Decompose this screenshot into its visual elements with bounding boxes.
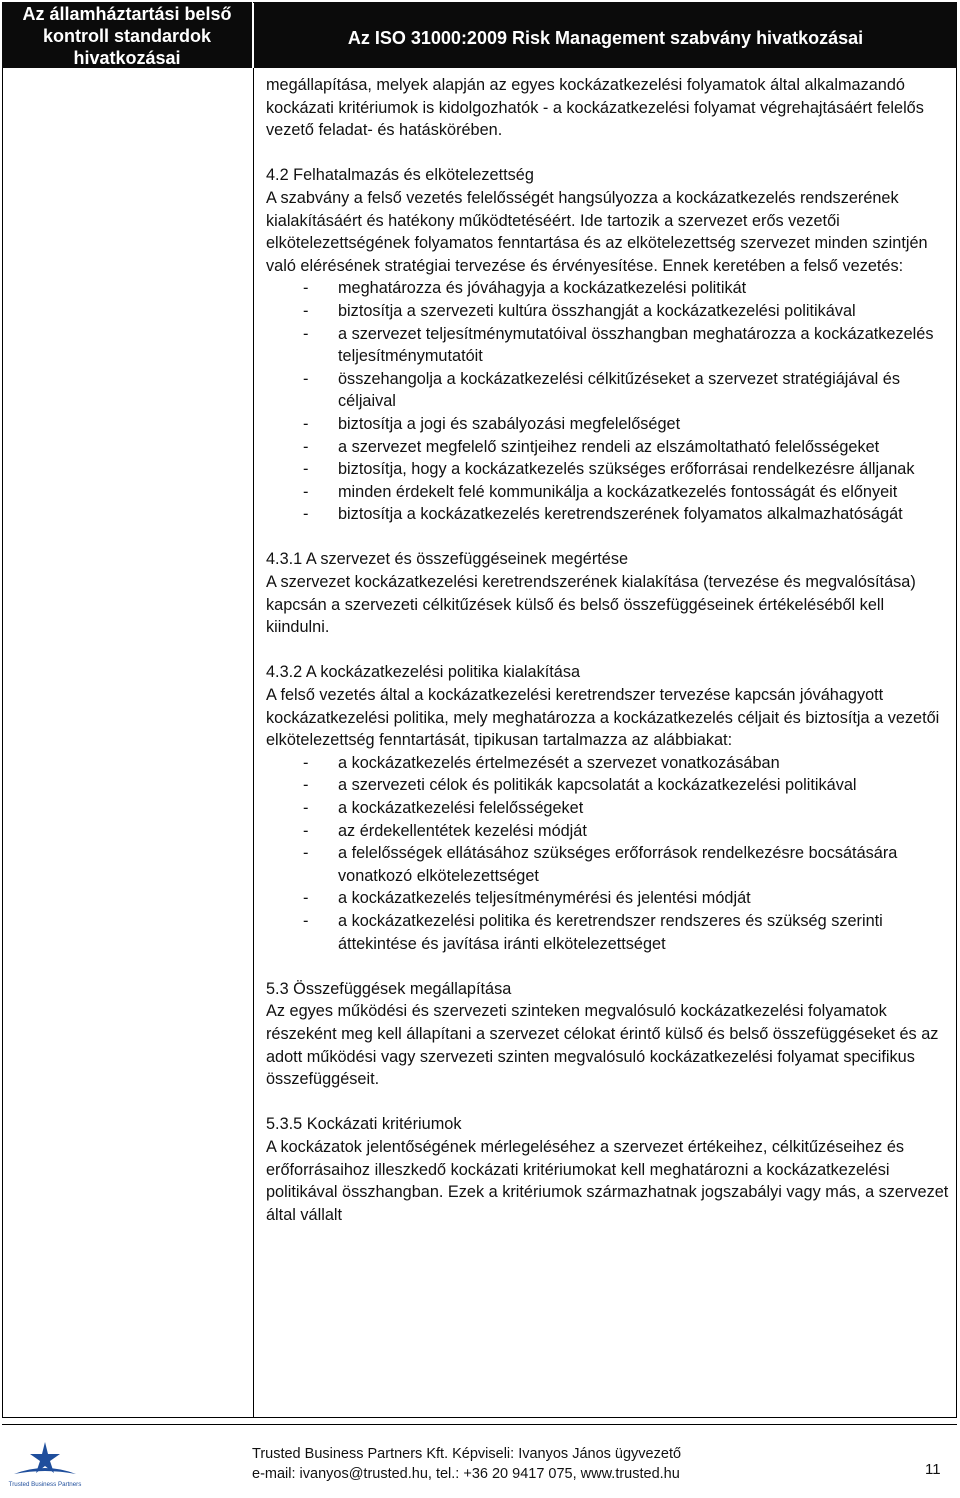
list-item: - a kockázatkezelési felelősségeket (303, 799, 584, 817)
list-item: - az érdekellentétek kezelési módját (303, 821, 587, 840)
list-item: - meghatározza és jóváhagyja a kockázatkezelési politikát (303, 279, 747, 298)
section-4-2-body: A szabvány a felső vezetés felelősségét hangsúlyozza a kockázatkezelés rendszerének kialakításáért és hatékony működtetéséért. Ide tartozik a szervezet erős vezetői elkötelezettségének folyamatos fenntartása és az elkötelezettség szervezet minden szintjén való elérésének stratégiai tervezése és érvényesítése. Ennek keretében a felső vezetés: (266, 188, 928, 275)
list-item: - biztosítja, hogy a kockázatkezelés szükséges erőforrásai rendelkezésre álljanak (303, 460, 915, 479)
list-item: - biztosítja a jogi és szabályozási megfelelőséget (303, 414, 681, 433)
logo-text: Trusted Business Partners (8, 1481, 82, 1488)
list-item: - a felelősségek ellátásához szükséges erőforrások rendelkezésre bocsátására vonatkozó elkötelezettséget (303, 844, 898, 885)
column-divider (253, 68, 254, 1418)
list-item: - a kockázatkezelés teljesítménymérési és jelentési módját (303, 889, 751, 908)
section-5-3-heading: 5.3 Összefüggések megállapítása (266, 979, 512, 998)
section-5-3-5-heading: 5.3.5 Kockázati kritériumok (266, 1115, 462, 1134)
section-4-3-2-body: A felső vezetés által a kockázatkezelési keretrendszer tervezése kapcsán jóváhagyott kockázatkezelési politika, mely meghatározza a kockázatkezelés céljait és biztosítja a vezetői elkötelezettség fenntartását, tipikusan tartalmazza az alábbiakat: (266, 686, 940, 750)
list-item: - biztosítja a kockázatkezelés keretrendszerének folyamatos alkalmazhatóságát (303, 505, 903, 524)
section-4-3-2-list (266, 752, 950, 955)
section-5-3-body: Az egyes működési és szervezeti szinteken megvalósuló kockázatkezelési folyamatok részeként meg kell állapítani a szervezet célokat érintő külső és belső összefüggéseket és az adott működési vagy szervezeti szinten megvalósuló kockázatkezelési folyamat specifikus összefüggéseit. (266, 1002, 939, 1089)
header-right-title: Az ISO 31000:2009 Risk Management szabvány hivatkozásai (254, 2, 957, 68)
intro-paragraph: megállapítása, melyek alapján az egyes kockázatkezelési folyamatok által alkalmazandó kockázati kritériumok is kidolgozhatók - a kockázatkezelési folyamat végrehajtásáért felelős vezető feladat- és hatáskörében. (266, 76, 924, 140)
section-4-3-1-heading: 4.3.1 A szervezet és összefüggéseinek megértése (266, 550, 629, 569)
footer-divider (2, 1424, 957, 1425)
company-logo (8, 1440, 82, 1492)
list-item: - a kockázatkezelési politika és keretrendszer rendszeres és szükség szerinti áttekintése és javítása iránti elkötelezettséget (303, 911, 883, 953)
list-item: - a szervezet teljesítménymutatóival összhangban meghatározza a kockázatkezelés teljesítménymutatóit (303, 324, 934, 366)
list-item: - a szervezeti célok és politikák kapcsolatát a kockázatkezelési politikával (303, 776, 857, 795)
footer-contact (252, 1444, 772, 1484)
section-4-2-list (266, 277, 950, 526)
main-content (266, 74, 950, 1226)
list-item: - a szervezet megfelelő szintjeihez rendeli az elszámoltatható felelősségeket (303, 437, 880, 456)
footer-line-1: Trusted Business Partners Kft. Képviseli: Ivanyos János ügyvezető (252, 1446, 682, 1462)
section-5-3-5-body: A kockázatok jelentőségének mérlegeléséhez a szervezet értékeihez, célkitűzéseihez és erőforrásaihoz illeszkedő kockázati kritériumokat kell meghatározni a kockázatkezelési politikával összhangban. Ezek a kritériumok származhatnak jogszabályi vagy más, a szervezet által vállalt (266, 1137, 949, 1224)
list-item: - biztosítja a szervezeti kultúra összhangját a kockázatkezelési politikával (303, 301, 856, 320)
list-item: - a kockázatkezelés értelmezését a szervezet vonatkozásában (303, 753, 780, 772)
list-item: - összehangolja a kockázatkezelési célkitűzéseket a szervezet stratégiájával és céljaival (303, 369, 900, 411)
list-item: - minden érdekelt felé kommunikálja a kockázatkezelés fontosságát és előnyeit (303, 482, 898, 501)
page-number: 11 (925, 1461, 941, 1478)
section-4-2-heading: 4.2 Felhatalmazás és elkötelezettség (266, 166, 534, 185)
footer-line-2: e-mail: ivanyos@trusted.hu, tel.: +36 20 9417 075, www.trusted.hu (252, 1466, 680, 1482)
section-4-3-2-heading: 4.3.2 A kockázatkezelési politika kialakítása (266, 663, 581, 682)
header-left-title: Az államháztartási belső kontroll standardok hivatkozásai (2, 2, 253, 68)
section-4-3-1-body: A szervezet kockázatkezelési keretrendszerének kialakítása (tervezése és megvalósítása) kapcsán a szervezeti célkitűzések külső és belső összefüggéseinek értékeléséből kell kiindulni. (266, 573, 916, 637)
